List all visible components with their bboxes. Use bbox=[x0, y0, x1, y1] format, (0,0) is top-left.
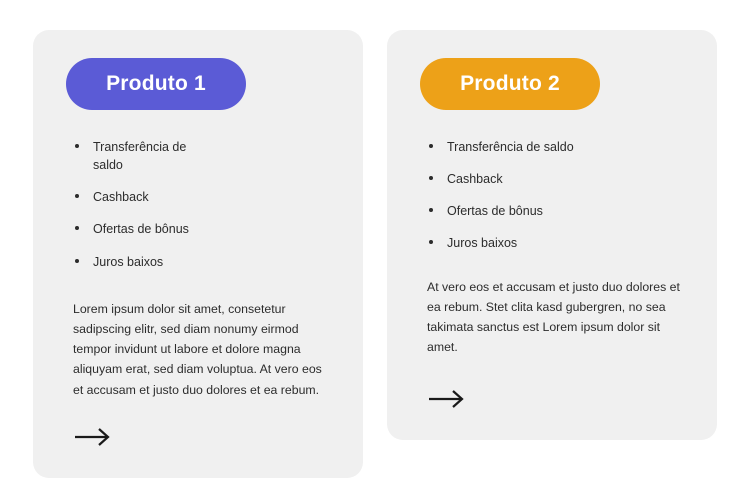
list-item: Ofertas de bônus bbox=[427, 202, 687, 220]
list-item: Ofertas de bônus bbox=[73, 220, 203, 238]
feature-list-1 bbox=[63, 138, 333, 285]
card-paragraph-1: Lorem ipsum dolor sit amet, consetetur sadipscing elitr, sed diam nonumy eirmod tempor invidunt ut labore et dolore magna aliquyam erat, sed diam voluptua. At vero eos et accusam et justo duo dolores et ea rebum. bbox=[73, 301, 322, 397]
feature-list-2 bbox=[417, 138, 687, 267]
card-paragraph-2: At vero eos et accusam et justo duo dolores et ea rebum. Stet clita kasd gubergren, no sea takimata sanctus est Lorem ipsum dolor sit amet. bbox=[427, 279, 680, 355]
product-card-1 bbox=[33, 30, 363, 478]
list-item: Juros baixos bbox=[427, 234, 687, 252]
arrow-right-icon[interactable] bbox=[63, 400, 333, 448]
product-title-badge-1: Produto 1 bbox=[66, 58, 246, 110]
product-card-2 bbox=[387, 30, 717, 440]
list-item: Cashback bbox=[73, 188, 203, 206]
product-title-badge-2: Produto 2 bbox=[420, 58, 600, 110]
list-item: Transferência de saldo bbox=[427, 138, 687, 156]
list-item: Juros baixos bbox=[73, 253, 203, 271]
list-item: Cashback bbox=[427, 170, 687, 188]
arrow-right-icon[interactable] bbox=[417, 358, 687, 410]
list-item: Transferência de saldo bbox=[73, 138, 203, 174]
